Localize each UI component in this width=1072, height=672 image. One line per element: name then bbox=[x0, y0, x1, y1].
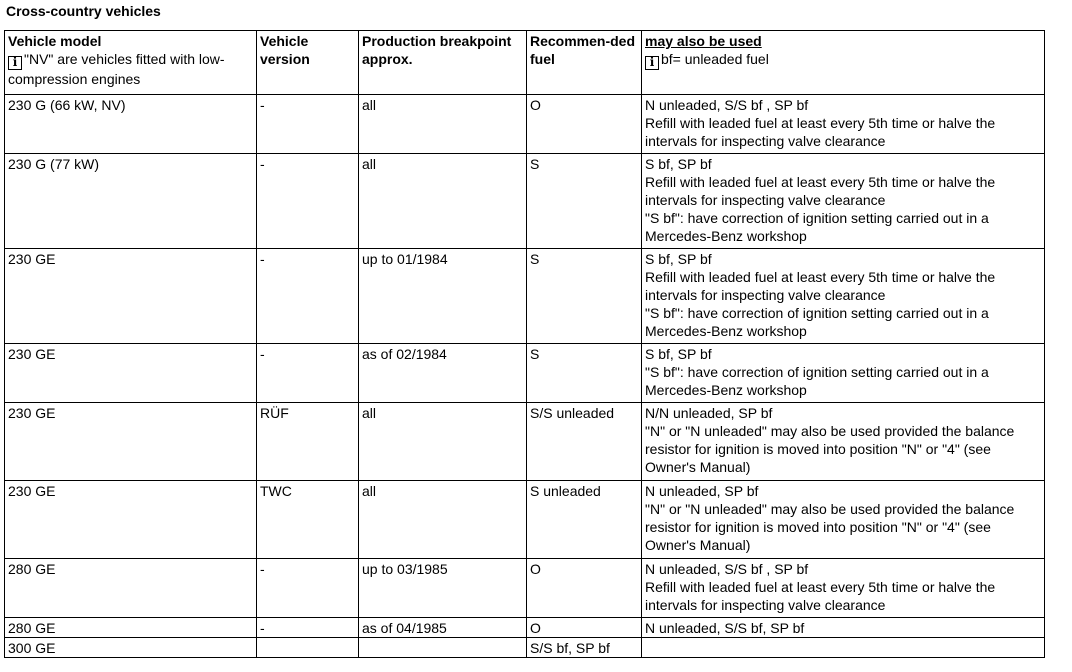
also-used-line: Refill with leaded fuel at least every 5th time or halve the intervals for inspecting valve clearance bbox=[645, 174, 996, 208]
cell-production-breakpoint bbox=[359, 638, 527, 658]
cell-production-breakpoint: all bbox=[359, 403, 527, 481]
cell-vehicle-version: - bbox=[257, 344, 359, 403]
header-production-breakpoint: Production breakpoint approx. bbox=[359, 31, 527, 95]
cell-recommended-fuel: S bbox=[527, 249, 642, 344]
cell-vehicle-model: 300 GE bbox=[5, 638, 257, 658]
cell-also-used bbox=[642, 638, 1045, 658]
cell-vehicle-model: 230 G (66 kW, NV) bbox=[5, 95, 257, 154]
cell-production-breakpoint: all bbox=[359, 154, 527, 249]
table-row bbox=[5, 249, 1045, 344]
cell-vehicle-model: 230 GE bbox=[5, 344, 257, 403]
table-row bbox=[5, 95, 1045, 154]
cell-production-breakpoint: as of 02/1984 bbox=[359, 344, 527, 403]
header-vehicle-version: Vehicle version bbox=[257, 31, 359, 95]
cell-also-used bbox=[642, 481, 1045, 559]
header-also-used-note: i bf= unleaded fuel bbox=[645, 51, 769, 67]
table-row bbox=[5, 154, 1045, 249]
cell-also-used bbox=[642, 154, 1045, 249]
cell-recommended-fuel: O bbox=[527, 618, 642, 638]
cell-recommended-fuel: S unleaded bbox=[527, 481, 642, 559]
header-recommended-fuel: Recommen-ded fuel bbox=[527, 31, 642, 95]
header-vehicle-model-label: Vehicle model bbox=[8, 33, 102, 49]
cell-recommended-fuel: O bbox=[527, 559, 642, 618]
also-used-line: "S bf": have correction of ignition setting carried out in a Mercedes-Benz workshop bbox=[645, 210, 989, 244]
cell-vehicle-version: - bbox=[257, 154, 359, 249]
cell-production-breakpoint: all bbox=[359, 481, 527, 559]
cell-vehicle-model: 230 GE bbox=[5, 481, 257, 559]
cell-vehicle-version: - bbox=[257, 249, 359, 344]
cell-recommended-fuel: O bbox=[527, 95, 642, 154]
cell-recommended-fuel: S bbox=[527, 344, 642, 403]
table-row bbox=[5, 559, 1045, 618]
cell-also-used bbox=[642, 618, 1045, 638]
cell-recommended-fuel: S/S bf, SP bf bbox=[527, 638, 642, 658]
fuel-table bbox=[4, 30, 1045, 658]
header-vehicle-model-note: i "NV" are vehicles fitted with low-compression engines bbox=[8, 51, 225, 87]
also-used-line: "S bf": have correction of ignition setting carried out in a Mercedes-Benz workshop bbox=[645, 305, 989, 339]
cell-vehicle-model: 280 GE bbox=[5, 618, 257, 638]
info-icon: i bbox=[645, 56, 659, 70]
cell-recommended-fuel: S/S unleaded bbox=[527, 403, 642, 481]
table-header-row bbox=[5, 31, 1045, 95]
table-row bbox=[5, 618, 1045, 638]
cell-vehicle-model: 230 GE bbox=[5, 249, 257, 344]
cell-vehicle-version: - bbox=[257, 559, 359, 618]
cell-also-used bbox=[642, 249, 1045, 344]
also-used-line: N unleaded, S/S bf , SP bf bbox=[645, 97, 809, 113]
cell-vehicle-model: 280 GE bbox=[5, 559, 257, 618]
cell-production-breakpoint: up to 01/1984 bbox=[359, 249, 527, 344]
cell-vehicle-version: - bbox=[257, 618, 359, 638]
cell-vehicle-model: 230 G (77 kW) bbox=[5, 154, 257, 249]
cell-vehicle-version: RÜF bbox=[257, 403, 359, 481]
also-used-line: N/N unleaded, SP bf bbox=[645, 405, 773, 421]
cell-also-used bbox=[642, 95, 1045, 154]
header-also-used bbox=[642, 31, 1045, 95]
also-used-line: N unleaded, S/S bf, SP bf bbox=[645, 620, 805, 636]
cell-also-used bbox=[642, 403, 1045, 481]
cell-production-breakpoint: up to 03/1985 bbox=[359, 559, 527, 618]
cell-production-breakpoint: as of 04/1985 bbox=[359, 618, 527, 638]
also-used-line: "N" or "N unleaded" may also be used provided the balance resistor for ignition is moved into position "N" or "4" (see Owner's Manual) bbox=[645, 501, 1015, 553]
cell-recommended-fuel: S bbox=[527, 154, 642, 249]
page-title: Cross-country vehicles bbox=[6, 3, 161, 19]
also-used-line: N unleaded, S/S bf , SP bf bbox=[645, 561, 809, 577]
also-used-line: "S bf": have correction of ignition setting carried out in a Mercedes-Benz workshop bbox=[645, 364, 989, 398]
cell-also-used bbox=[642, 559, 1045, 618]
header-also-used-label: may also be used bbox=[645, 33, 762, 49]
cell-vehicle-version: TWC bbox=[257, 481, 359, 559]
cell-also-used bbox=[642, 344, 1045, 403]
also-used-line: S bf, SP bf bbox=[645, 346, 712, 362]
also-used-line: Refill with leaded fuel at least every 5th time or halve the intervals for inspecting valve clearance bbox=[645, 579, 996, 613]
cell-production-breakpoint: all bbox=[359, 95, 527, 154]
table-row bbox=[5, 403, 1045, 481]
also-used-line: Refill with leaded fuel at least every 5th time or halve the intervals for inspecting valve clearance bbox=[645, 269, 996, 303]
table-row bbox=[5, 344, 1045, 403]
also-used-line: N unleaded, SP bf bbox=[645, 483, 759, 499]
also-used-line: S bf, SP bf bbox=[645, 251, 712, 267]
table-row bbox=[5, 638, 1045, 658]
also-used-line: S bf, SP bf bbox=[645, 156, 712, 172]
cell-vehicle-version bbox=[257, 638, 359, 658]
cell-vehicle-version: - bbox=[257, 95, 359, 154]
cell-vehicle-model: 230 GE bbox=[5, 403, 257, 481]
also-used-line: Refill with leaded fuel at least every 5th time or halve the intervals for inspecting valve clearance bbox=[645, 115, 996, 149]
header-vehicle-model bbox=[5, 31, 257, 95]
info-icon: i bbox=[8, 56, 22, 70]
also-used-line: "N" or "N unleaded" may also be used provided the balance resistor for ignition is moved into position "N" or "4" (see Owner's Manual) bbox=[645, 423, 1015, 475]
table-row bbox=[5, 481, 1045, 559]
